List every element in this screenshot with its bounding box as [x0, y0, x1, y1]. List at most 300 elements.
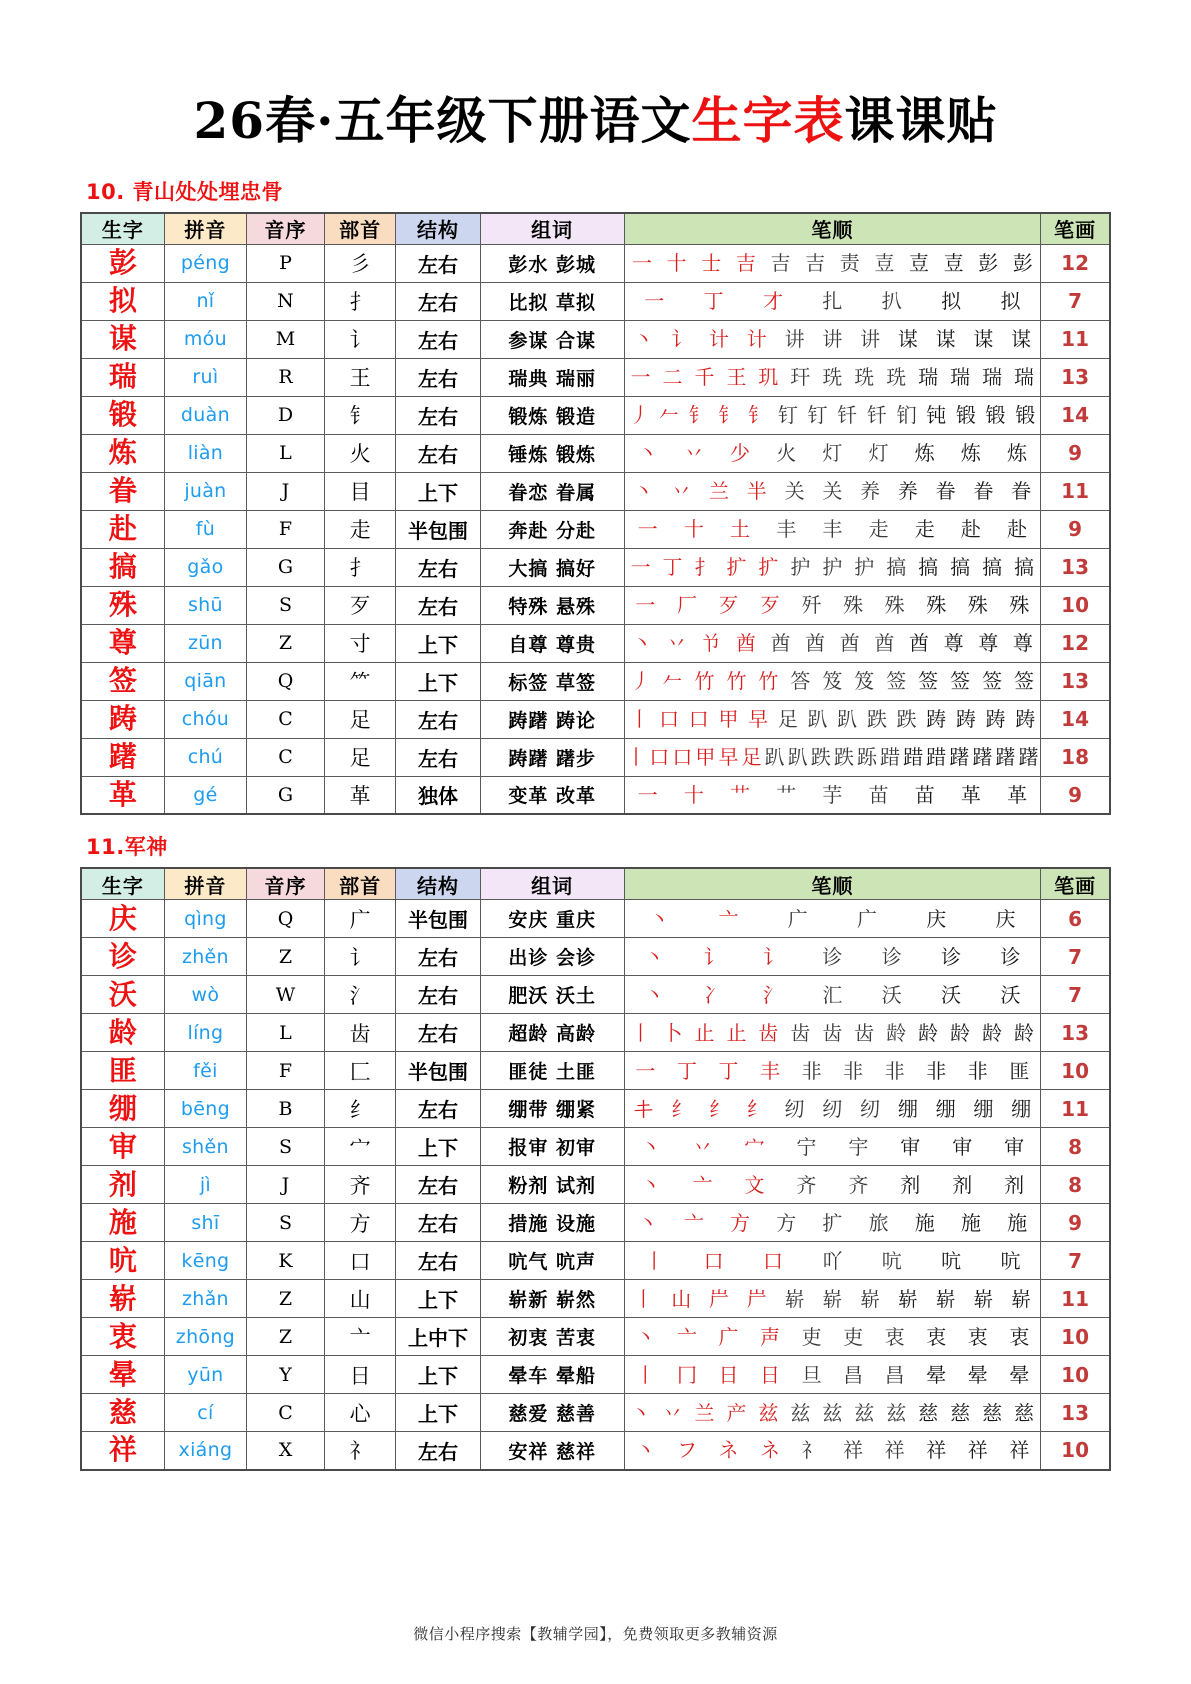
stroke-step: 兹: [854, 1400, 875, 1425]
cell-words: 锻炼 锻造: [480, 396, 624, 434]
cell-words: 变革 改革: [480, 776, 624, 814]
page-title-highlight: 生字表: [691, 91, 845, 150]
cell-radical: 心: [324, 1394, 395, 1432]
stroke-step: 丶: [635, 1438, 656, 1463]
table-row: [81, 1014, 1110, 1052]
stroke-step: 丷: [662, 1400, 683, 1425]
cell-stroke-count: 8: [1041, 1128, 1110, 1166]
cell-character: 匪: [81, 1052, 164, 1090]
cell-alphabet-order: L: [247, 434, 325, 472]
cell-words: 出诊 会诊: [480, 938, 624, 976]
cell-radical: 革: [324, 776, 395, 814]
stroke-step: 壴: [874, 251, 895, 275]
stroke-step: 艹: [730, 782, 751, 807]
cell-words: 锤炼 锻炼: [480, 434, 624, 472]
stroke-step: 跞: [856, 745, 877, 769]
cell-words: 大搞 搞好: [480, 548, 624, 586]
stroke-step: 十: [683, 782, 704, 807]
stroke-step: 钉: [777, 403, 798, 427]
stroke-step: 丶: [640, 1172, 661, 1197]
cell-words: 标签 草签: [480, 662, 624, 700]
stroke-step: 兰: [694, 1400, 715, 1425]
stroke-step: 丶: [644, 982, 665, 1007]
stroke-step: 龄: [918, 1020, 939, 1045]
stroke-step: 酋: [805, 631, 826, 655]
stroke-step: 瑞: [918, 365, 939, 389]
stroke-step: 冫: [703, 982, 724, 1007]
stroke-step: 锻: [955, 403, 976, 427]
stroke-step: 竹: [694, 669, 715, 693]
cell-stroke-order: [624, 1014, 1041, 1052]
stroke-step: 答: [790, 669, 811, 693]
cell-words: 奔赴 分赴: [480, 510, 624, 548]
table-row: [81, 282, 1110, 320]
cell-radical: 广: [324, 900, 395, 938]
stroke-step: 齿: [758, 1020, 779, 1045]
stroke-step: 崭: [822, 1286, 843, 1311]
stroke-step: 锻: [1015, 403, 1036, 427]
stroke-step: 钅: [718, 403, 739, 427]
stroke-step: 文: [744, 1172, 765, 1197]
stroke-step: 广: [787, 906, 808, 931]
cell-alphabet-order: X: [247, 1432, 325, 1470]
stroke-step: 广: [718, 1324, 739, 1349]
stroke-step: 𠂉: [659, 403, 680, 427]
cell-words: 彭水 彭城: [480, 244, 624, 282]
stroke-step: 日: [718, 1362, 739, 1387]
stroke-step: 钔: [896, 403, 917, 427]
stroke-step: 殊: [926, 593, 947, 617]
stroke-step: 计: [746, 327, 767, 351]
stroke-step: 趴: [787, 745, 808, 769]
stroke-step: 踌: [985, 707, 1006, 731]
cell-pinyin: duàn: [164, 396, 246, 434]
cell-alphabet-order: Y: [247, 1356, 325, 1394]
stroke-step: 炼: [914, 441, 935, 465]
cell-character: 晕: [81, 1356, 164, 1394]
stroke-step: 壴: [908, 251, 929, 275]
stroke-step: 养: [860, 479, 881, 503]
cell-structure: 上下: [396, 1128, 480, 1166]
stroke-step: 兹: [790, 1400, 811, 1425]
cell-words: 踌躇 躇步: [480, 738, 624, 776]
stroke-step: 彭: [978, 251, 999, 275]
stroke-step: 养: [897, 479, 918, 503]
stroke-step: 丶: [635, 1324, 656, 1349]
stroke-step: 声: [760, 1324, 781, 1349]
stroke-step: 亠: [692, 1172, 713, 1197]
cell-character: 革: [81, 776, 164, 814]
cell-radical: 亠: [324, 1318, 395, 1356]
stroke-step: 少: [730, 441, 751, 465]
cell-character: 彭: [81, 244, 164, 282]
cell-alphabet-order: J: [247, 472, 325, 510]
table-row: [81, 358, 1110, 396]
stroke-step: 谋: [973, 327, 994, 351]
stroke-step: 丰: [822, 517, 843, 541]
cell-stroke-count: 8: [1041, 1166, 1110, 1204]
stroke-step: 丶: [630, 1400, 651, 1425]
cell-structure: 左右: [396, 548, 480, 586]
stroke-step: 宁: [796, 1134, 817, 1159]
table-row: [81, 1356, 1110, 1394]
stroke-step: 审: [952, 1134, 973, 1159]
stroke-step: 躇: [949, 745, 970, 769]
stroke-step: 谋: [935, 327, 956, 351]
stroke-step: 谋: [1011, 327, 1032, 351]
cell-alphabet-order: R: [247, 358, 325, 396]
stroke-step: 王: [726, 365, 747, 389]
cell-pinyin: qìng: [164, 900, 246, 938]
stroke-step: 𠂉: [662, 669, 683, 693]
stroke-step: 计: [709, 327, 730, 351]
stroke-step: 眷: [973, 479, 994, 503]
cell-character: 搞: [81, 548, 164, 586]
cell-structure: 左右: [396, 976, 480, 1014]
page-title-suffix: 课课贴: [844, 91, 998, 150]
cell-character: 衷: [81, 1318, 164, 1356]
cell-radical: 礻: [324, 1432, 395, 1470]
stroke-step: 跌: [866, 707, 887, 731]
cell-structure: 上下: [396, 1280, 480, 1318]
cell-character: 审: [81, 1128, 164, 1166]
stroke-step: 冂: [676, 1362, 697, 1387]
cell-character: 躇: [81, 738, 164, 776]
column-header-words: 组词: [480, 213, 624, 245]
cell-structure: 左右: [396, 700, 480, 738]
table-header-row: [81, 868, 1110, 900]
cell-character: 慈: [81, 1394, 164, 1432]
stroke-step: 足: [777, 707, 798, 731]
cell-pinyin: zhǎn: [164, 1280, 246, 1318]
stroke-step: 苗: [914, 782, 935, 807]
cell-radical: 彡: [324, 244, 395, 282]
stroke-step: 山: [671, 1286, 692, 1311]
stroke-step: 赴: [1007, 517, 1028, 541]
stroke-step: 跌: [896, 707, 917, 731]
cell-radical: 纟: [324, 1090, 395, 1128]
stroke-step: 早: [748, 707, 769, 731]
stroke-step: 搞: [886, 555, 907, 579]
cell-alphabet-order: G: [247, 776, 325, 814]
cell-stroke-order: [624, 1166, 1041, 1204]
stroke-step: 跌: [810, 745, 831, 769]
stroke-step: 尊: [943, 631, 964, 655]
section-heading: 10. 青山处处埋忠骨: [86, 179, 284, 204]
stroke-step: 钉: [807, 403, 828, 427]
cell-stroke-order: [624, 320, 1041, 358]
table-row: [81, 510, 1110, 548]
stroke-step: 一: [635, 1058, 656, 1083]
character-table: [80, 212, 1111, 816]
stroke-step: 非: [801, 1058, 822, 1083]
stroke-step: 签: [1014, 669, 1035, 693]
cell-character: 谋: [81, 320, 164, 358]
stroke-step: 丁: [662, 555, 683, 579]
stroke-step: 扩: [726, 555, 747, 579]
table-row: [81, 662, 1110, 700]
cell-structure: 左右: [396, 1166, 480, 1204]
cell-radical: 日: [324, 1356, 395, 1394]
stroke-step: 一: [637, 782, 658, 807]
stroke-step: 护: [854, 555, 875, 579]
table-row: [81, 244, 1110, 282]
cell-radical: 歹: [324, 586, 395, 624]
cell-stroke-order: [624, 1432, 1041, 1470]
table-row: [81, 776, 1110, 814]
cell-stroke-count: 7: [1041, 1242, 1110, 1280]
cell-words: 安庆 重庆: [480, 900, 624, 938]
stroke-step: 绷: [1011, 1096, 1032, 1121]
table-row: [81, 1128, 1110, 1166]
stroke-step: 诊: [1000, 944, 1021, 969]
cell-pinyin: nǐ: [164, 282, 246, 320]
stroke-step: 瑞: [1014, 365, 1035, 389]
stroke-step: 责: [839, 251, 860, 275]
cell-pinyin: yūn: [164, 1356, 246, 1394]
stroke-step: 产: [726, 1400, 747, 1425]
cell-stroke-order: [624, 1052, 1041, 1090]
stroke-step: 屵: [709, 1286, 730, 1311]
stroke-step: 革: [1007, 782, 1028, 807]
stroke-step: 丶: [640, 1134, 661, 1159]
cell-words: 崭新 崭然: [480, 1280, 624, 1318]
stroke-step: 跌: [833, 745, 854, 769]
cell-words: 肥沃 沃土: [480, 976, 624, 1014]
cell-stroke-order: [624, 1128, 1041, 1166]
stroke-step: 芋: [822, 782, 843, 807]
cell-words: 报审 初审: [480, 1128, 624, 1166]
table-row: [81, 1052, 1110, 1090]
stroke-step: 诊: [822, 944, 843, 969]
stroke-step: 丁: [703, 289, 724, 313]
cell-alphabet-order: N: [247, 282, 325, 320]
cell-alphabet-order: L: [247, 1014, 325, 1052]
table-row: [81, 472, 1110, 510]
stroke-step: 剂: [900, 1172, 921, 1197]
stroke-step: 衷: [967, 1324, 988, 1349]
stroke-step: 兰: [709, 479, 730, 503]
stroke-step: 竹: [758, 669, 779, 693]
stroke-step: 竹: [726, 669, 747, 693]
cell-radical: 目: [324, 472, 395, 510]
stroke-step: 施: [960, 1210, 981, 1235]
stroke-step: 丷: [683, 441, 704, 465]
cell-radical: 王: [324, 358, 395, 396]
stroke-step: 齿: [790, 1020, 811, 1045]
stroke-step: 崭: [1011, 1286, 1032, 1311]
cell-radical: 扌: [324, 282, 395, 320]
cell-words: 匪徒 土匪: [480, 1052, 624, 1090]
cell-pinyin: cí: [164, 1394, 246, 1432]
cell-stroke-order: [624, 1090, 1041, 1128]
stroke-step: 笈: [854, 669, 875, 693]
cell-alphabet-order: C: [247, 738, 325, 776]
stroke-step: 口: [763, 1248, 784, 1273]
table-row: [81, 320, 1110, 358]
column-header-stroke-count: 笔画: [1041, 868, 1110, 900]
stroke-step: 讲: [784, 327, 805, 351]
cell-alphabet-order: C: [247, 700, 325, 738]
cell-structure: 左右: [396, 358, 480, 396]
cell-stroke-order: [624, 1394, 1041, 1432]
stroke-step: 祥: [843, 1438, 864, 1463]
cell-stroke-count: 11: [1041, 472, 1110, 510]
stroke-step: 苗: [868, 782, 889, 807]
stroke-step: 一: [635, 593, 656, 617]
stroke-step: 审: [900, 1134, 921, 1159]
stroke-step: フ: [676, 1438, 697, 1463]
table-header-row: [81, 213, 1110, 245]
stroke-step: 兯: [701, 631, 722, 655]
stroke-step: 丶: [631, 631, 652, 655]
stroke-step: 殊: [1009, 593, 1030, 617]
cell-stroke-order: [624, 282, 1041, 320]
cell-words: 踌躇 踌论: [480, 700, 624, 738]
stroke-step: 关: [784, 479, 805, 503]
stroke-step: 纫: [822, 1096, 843, 1121]
cell-pinyin: fěi: [164, 1052, 246, 1090]
stroke-step: 丁: [718, 1058, 739, 1083]
stroke-step: ネ: [760, 1438, 781, 1463]
cell-stroke-count: 7: [1041, 976, 1110, 1014]
cell-alphabet-order: S: [247, 1204, 325, 1242]
cell-alphabet-order: F: [247, 510, 325, 548]
stroke-step: 丨: [635, 1362, 656, 1387]
stroke-step: 签: [982, 669, 1003, 693]
stroke-step: 吉: [805, 251, 826, 275]
cell-stroke-count: 12: [1041, 624, 1110, 662]
cell-radical: 钅: [324, 396, 395, 434]
cell-structure: 上下: [396, 472, 480, 510]
stroke-step: 甲: [718, 707, 739, 731]
cell-stroke-count: 13: [1041, 358, 1110, 396]
cell-pinyin: shěn: [164, 1128, 246, 1166]
stroke-step: 龄: [950, 1020, 971, 1045]
table-row: [81, 700, 1110, 738]
cell-alphabet-order: M: [247, 320, 325, 358]
stroke-step: 丿: [630, 669, 651, 693]
cell-structure: 半包围: [396, 1052, 480, 1090]
stroke-step: 丶: [637, 1210, 658, 1235]
table-row: [81, 1242, 1110, 1280]
stroke-step: 歹: [718, 593, 739, 617]
stroke-step: 吏: [843, 1324, 864, 1349]
cell-structure: 左右: [396, 738, 480, 776]
stroke-step: 踖: [880, 745, 901, 769]
column-header-radical: 部首: [324, 213, 395, 245]
sections-container: [80, 176, 1111, 1471]
stroke-step: 扩: [758, 555, 779, 579]
section-heading: 11.军神: [86, 835, 168, 859]
stroke-step: 一: [644, 289, 665, 313]
cell-pinyin: shū: [164, 586, 246, 624]
cell-structure: 左右: [396, 1014, 480, 1052]
cell-words: 眷恋 眷属: [480, 472, 624, 510]
stroke-step: 吭: [881, 1248, 902, 1273]
stroke-step: 殊: [843, 593, 864, 617]
stroke-step: 吏: [801, 1324, 822, 1349]
cell-pinyin: jì: [164, 1166, 246, 1204]
stroke-step: 扎: [822, 289, 843, 313]
stroke-step: 玕: [790, 365, 811, 389]
cell-alphabet-order: Z: [247, 1280, 325, 1318]
cell-stroke-order: [624, 244, 1041, 282]
cell-structure: 左右: [396, 320, 480, 358]
stroke-step: 慈: [982, 1400, 1003, 1425]
cell-character: 殊: [81, 586, 164, 624]
stroke-step: 搞: [918, 555, 939, 579]
stroke-step: 龄: [1014, 1020, 1035, 1045]
cell-stroke-count: 14: [1041, 396, 1110, 434]
cell-stroke-order: [624, 624, 1041, 662]
stroke-step: 宀: [744, 1134, 765, 1159]
column-header-structure: 结构: [396, 868, 480, 900]
stroke-step: 剂: [952, 1172, 973, 1197]
cell-character: 崭: [81, 1280, 164, 1318]
stroke-step: 关: [822, 479, 843, 503]
stroke-step: 笈: [822, 669, 843, 693]
stroke-step: 衷: [884, 1324, 905, 1349]
stroke-step: 庆: [995, 906, 1016, 931]
stroke-step: 丨: [633, 1286, 654, 1311]
cell-pinyin: gǎo: [164, 548, 246, 586]
cell-stroke-order: [624, 1280, 1041, 1318]
stroke-step: 炼: [1007, 441, 1028, 465]
cell-character: 吭: [81, 1242, 164, 1280]
column-header-character: 生字: [81, 868, 164, 900]
cell-radical: ⺮: [324, 662, 395, 700]
table-row: [81, 900, 1110, 938]
stroke-step: 扌: [694, 555, 715, 579]
cell-stroke-count: 13: [1041, 1014, 1110, 1052]
stroke-step: 钎: [866, 403, 887, 427]
stroke-step: 纫: [784, 1096, 805, 1121]
stroke-step: 兹: [822, 1400, 843, 1425]
cell-words: 慈爱 慈善: [480, 1394, 624, 1432]
stroke-step: 吭: [941, 1248, 962, 1273]
stroke-step: 晕: [926, 1362, 947, 1387]
stroke-step: 方: [730, 1210, 751, 1235]
stroke-step: 趴: [807, 707, 828, 731]
cell-stroke-order: [624, 662, 1041, 700]
stroke-step: 签: [886, 669, 907, 693]
table-row: [81, 586, 1110, 624]
stroke-step: 口: [703, 1248, 724, 1273]
cell-alphabet-order: P: [247, 244, 325, 282]
stroke-step: 丶: [649, 906, 670, 931]
cell-alphabet-order: K: [247, 1242, 325, 1280]
cell-stroke-count: 11: [1041, 1280, 1110, 1318]
cell-structure: 左右: [396, 244, 480, 282]
stroke-step: 礻: [801, 1438, 822, 1463]
stroke-step: 崭: [973, 1286, 994, 1311]
stroke-step: 才: [763, 289, 784, 313]
stroke-step: 亠: [683, 1210, 704, 1235]
stroke-step: 搞: [1014, 555, 1035, 579]
cell-pinyin: chóu: [164, 700, 246, 738]
column-header-alphabet-order: 音序: [247, 868, 325, 900]
stroke-step: 齐: [796, 1172, 817, 1197]
stroke-step: 灯: [868, 441, 889, 465]
stroke-step: 珗: [822, 365, 843, 389]
stroke-step: 珗: [854, 365, 875, 389]
table-row: [81, 1432, 1110, 1470]
table-row: [81, 434, 1110, 472]
cell-alphabet-order: S: [247, 586, 325, 624]
stroke-step: 讲: [822, 327, 843, 351]
stroke-step: 匪: [1009, 1058, 1030, 1083]
